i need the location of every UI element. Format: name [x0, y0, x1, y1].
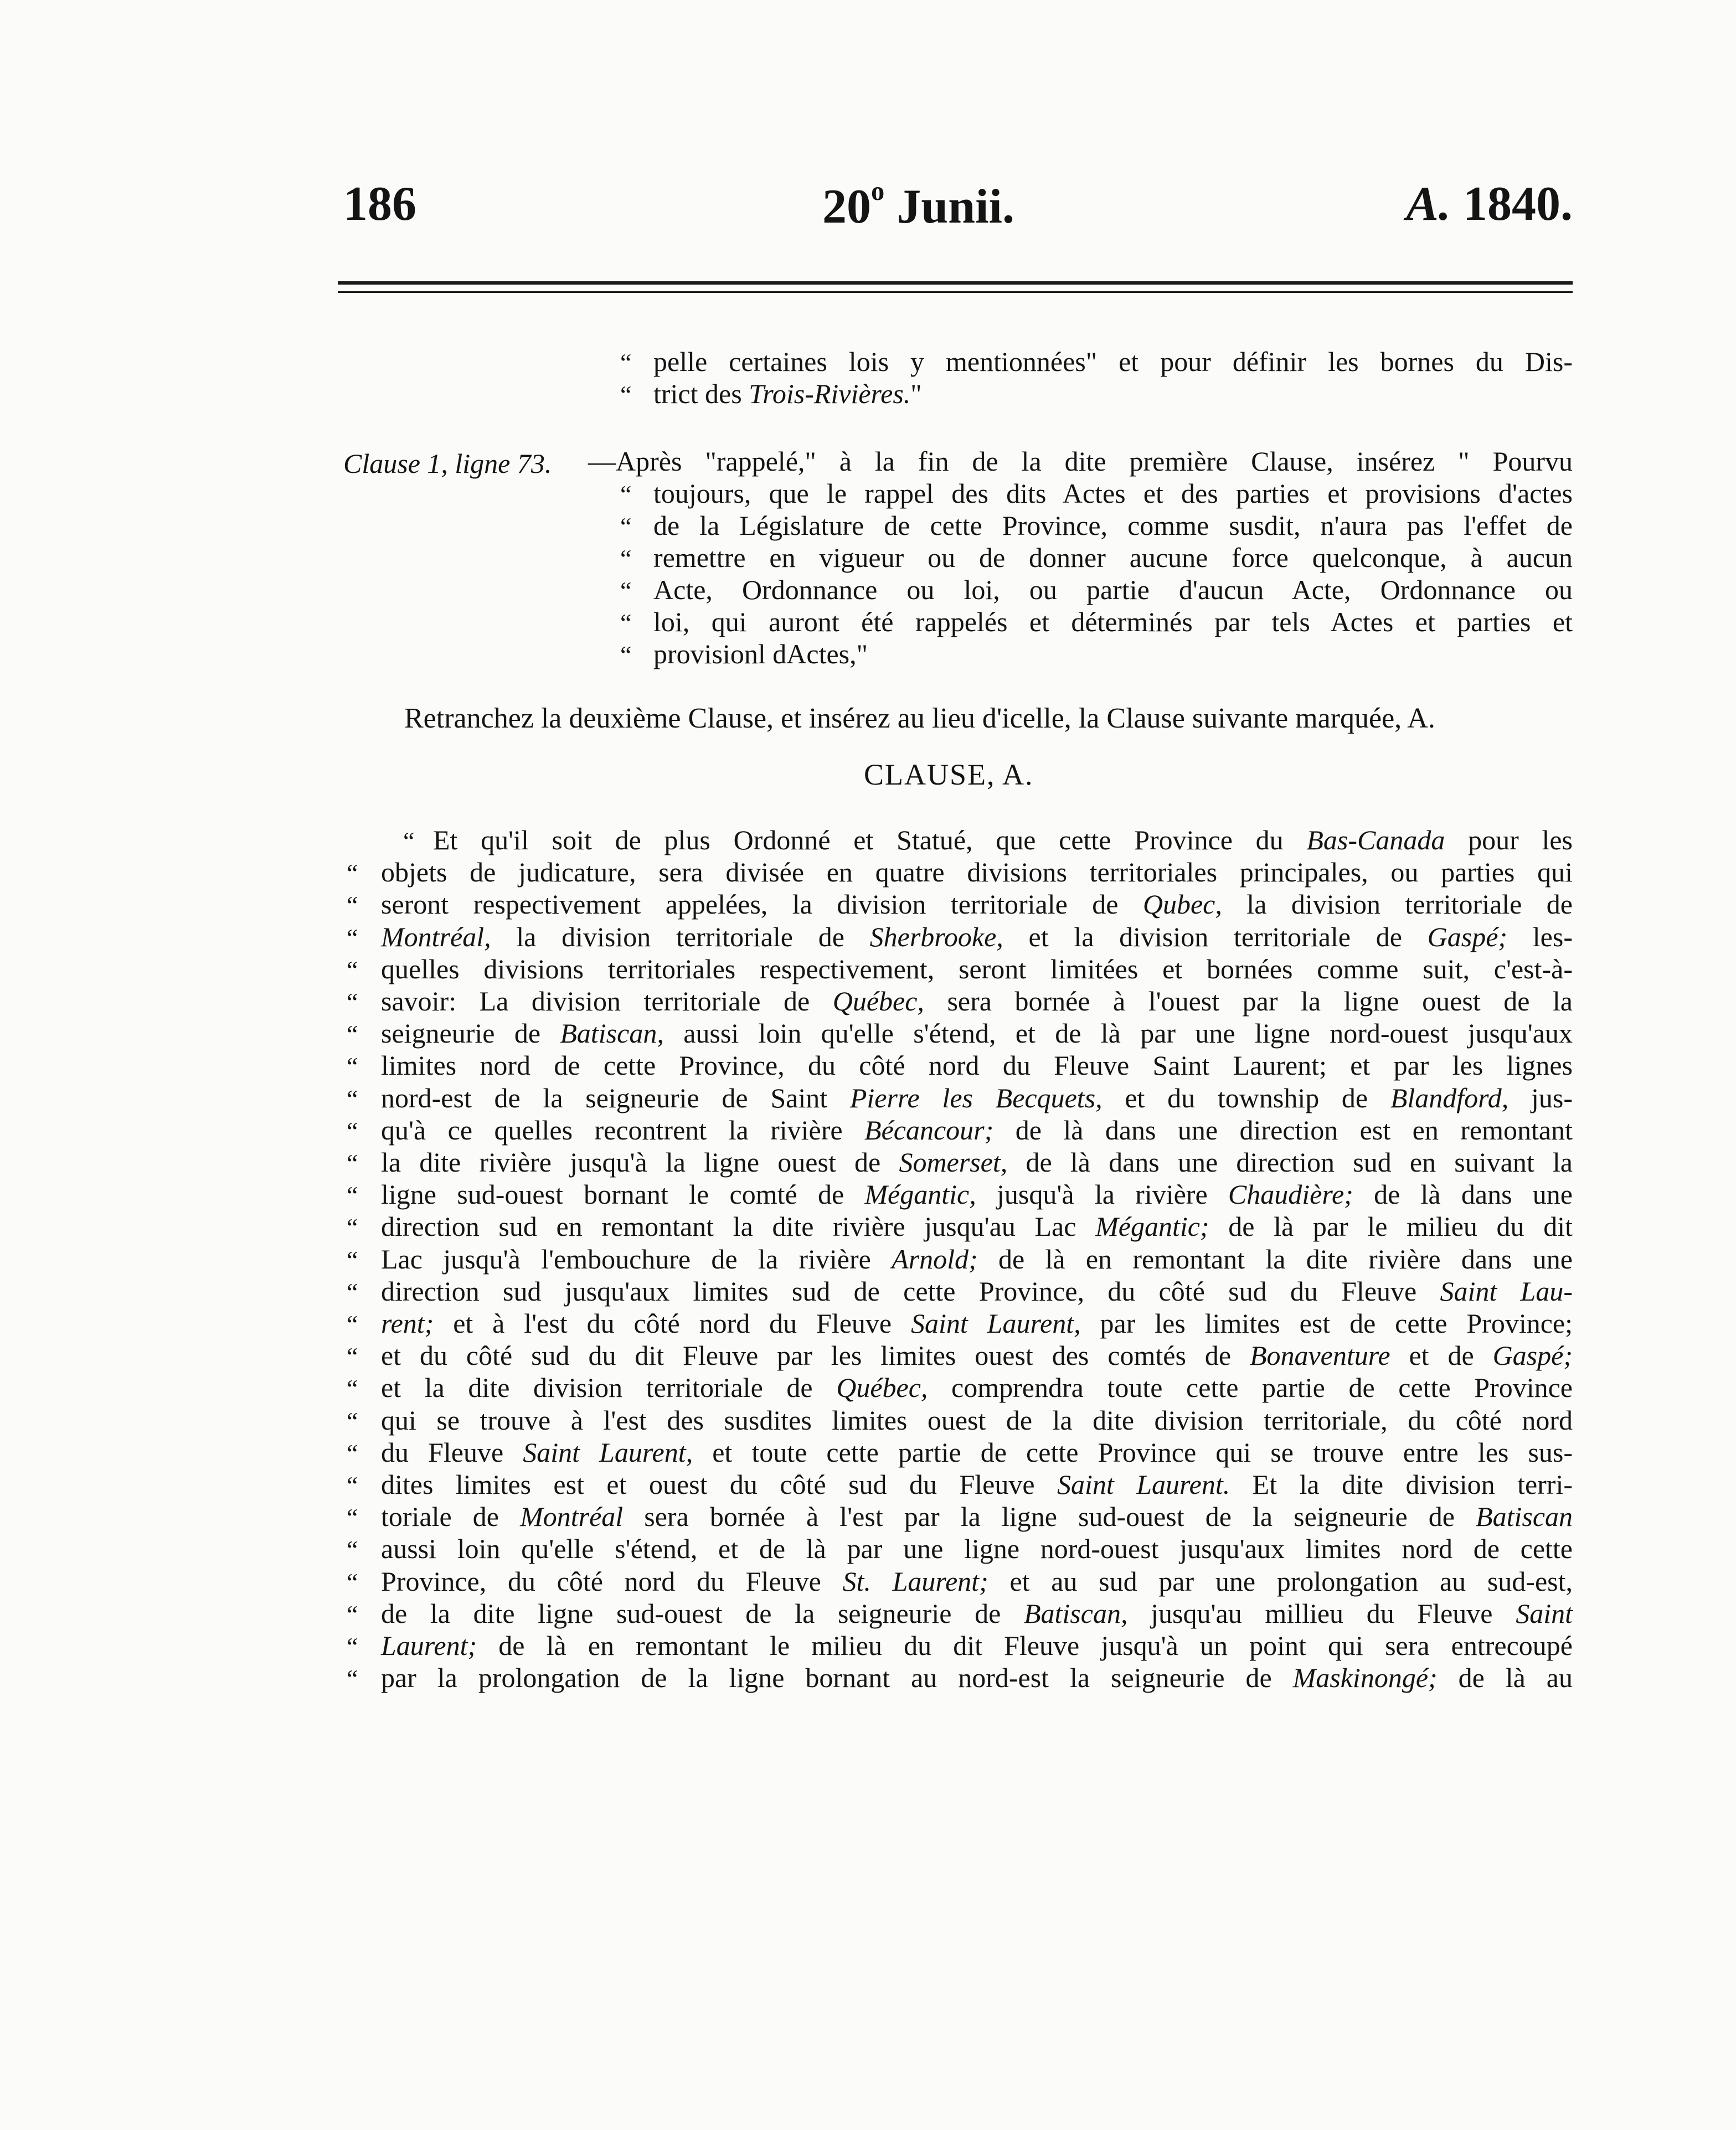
clause-a-heading: CLAUSE, A.: [864, 758, 1034, 791]
clause1-line: remettre en vigueur ou de donner aucune force quelconque, à aucun: [653, 542, 1573, 573]
clause-a-italic: Saint Laurent,: [910, 1308, 1081, 1339]
clause-a-text: de là dans une direction est en remontant: [993, 1115, 1573, 1146]
clause-a-text: de là en remontant la dite rivière dans une: [977, 1244, 1573, 1275]
clause-a-text: de là par le milieu du dit: [1209, 1211, 1573, 1242]
clause-a-italic: Montréal,: [381, 921, 491, 952]
clause-a-text: jus-: [1508, 1082, 1573, 1113]
clause-a-line: [381, 955, 1573, 983]
header-date: [822, 176, 1014, 235]
clause-a-text: objets de judicature, sera divisée en quatre divisions territoriales principales, ou parties qui: [381, 857, 1573, 888]
clause-a-line: [433, 826, 1573, 854]
clause-label: Clause 1, ligne 73.: [343, 448, 552, 479]
clause-a-italic: Somerset,: [899, 1147, 1008, 1178]
clause-a-text: et la division territoriale de: [1003, 921, 1428, 952]
clause-a-italic: Québec,: [836, 1372, 928, 1403]
clause-a-italic: Batiscan: [1476, 1501, 1573, 1532]
clause-a-text: jusqu'au millieu du Fleuve: [1127, 1598, 1516, 1629]
clause-a-line: [381, 1148, 1573, 1176]
clause-a-text: et à l'est du côté nord du Fleuve: [434, 1308, 911, 1339]
clause-a-italic: Blandford,: [1390, 1082, 1509, 1113]
retranchez-paragraph: Retranchez la deuxième Clause, et insérez au lieu d'icelle, la Clause suivante marquée, A.: [404, 703, 1435, 734]
clause-a-italic: rent;: [381, 1308, 434, 1339]
clause-a-line: [381, 858, 1573, 886]
intro-text: ": [910, 378, 922, 409]
clause-a-line: [381, 1535, 1573, 1562]
quote-mark: “: [620, 480, 632, 508]
clause1-line: toujours, que le rappel des dits Actes et des parties et provisions d'actes: [653, 478, 1573, 509]
quote-mark: “: [347, 1471, 358, 1499]
quote-mark: “: [347, 1085, 358, 1113]
clause-a-text: toriale de: [381, 1501, 521, 1532]
quote-mark: “: [347, 1181, 358, 1209]
clause-a-text: direction sud jusqu'aux limites sud de cette Province, du côté sud du Fleuve: [381, 1276, 1440, 1307]
quote-mark: “: [347, 1278, 358, 1306]
year-prefix: A.: [1406, 177, 1451, 231]
clause-a-line: [381, 1277, 1573, 1305]
clause-a-italic: Saint Laurent,: [523, 1437, 693, 1468]
clause-a-text: de là au: [1437, 1662, 1573, 1693]
clause1-line: Acte, Ordonnance ou loi, ou partie d'aucun Acte, Ordonnance ou: [653, 574, 1573, 605]
clause-a-text: Et qu'il soit de plus Ordonné et Statué, que cette Province du: [433, 824, 1307, 855]
clause-a-line: [381, 1084, 1573, 1112]
clause-a-italic: Mégantic;: [1095, 1211, 1209, 1242]
clause-a-line: [381, 1309, 1573, 1337]
clause-a-line: [381, 1567, 1573, 1595]
clause-a-line: [381, 1503, 1573, 1530]
clause-a-italic: Saint Lau-: [1440, 1276, 1573, 1307]
clause-a-text: comprendra toute cette partie de cette Province: [928, 1372, 1573, 1403]
clause-a-text: direction sud en remontant la dite rivière jusqu'au Lac: [381, 1211, 1096, 1242]
clause-a-text: et de: [1390, 1340, 1493, 1371]
clause-a-text: du Fleuve: [381, 1437, 523, 1468]
quote-mark: “: [347, 1020, 358, 1048]
clause-a-text: et la dite division territoriale de: [381, 1372, 837, 1403]
date-day: 20: [822, 180, 871, 234]
clause-a-italic: Laurent;: [381, 1630, 477, 1661]
quote-mark: “: [620, 380, 632, 409]
clause-a-text: seigneurie de: [381, 1018, 560, 1049]
quote-mark: “: [403, 827, 415, 855]
clause-a-italic: Sherbrooke,: [869, 921, 1003, 952]
clause1-line: provisionl dActes,": [653, 638, 868, 669]
clause1-line: —Après "rappelé," à la fin de la dite première Clause, insérez " Pourvu: [588, 446, 1573, 477]
clause-a-text: limites nord de cette Province, du côté nord du Fleuve Saint Laurent; et par les lignes: [381, 1050, 1573, 1081]
quote-mark: “: [347, 891, 358, 919]
quote-mark: “: [347, 924, 358, 952]
clause-a-text: ligne sud-ouest bornant le comté de: [381, 1179, 865, 1210]
clause-a-line: [381, 1245, 1573, 1273]
clause-a-italic: Montréal: [520, 1501, 624, 1532]
header-rule-thin: [338, 291, 1573, 293]
clause-a-text: et toute cette partie de cette Province qui se trouve entre les sus-: [693, 1437, 1573, 1468]
quote-mark: “: [347, 859, 358, 887]
clause-a-text: jusqu'à la rivière: [976, 1179, 1228, 1210]
clause-a-italic: Bonaventure: [1249, 1340, 1390, 1371]
clause-a-text: seront respectivement appelées, la division territoriale de: [381, 889, 1143, 920]
clause-a-text: qui se trouve à l'est des susdites limites ouest de la dite division territoriale, du côté nord: [381, 1405, 1573, 1436]
clause-a-line: [381, 1406, 1573, 1434]
clause-a-italic: St. Laurent;: [842, 1566, 988, 1597]
clause-a-text: la division territoriale de: [491, 921, 870, 952]
clause-a-text: par la prolongation de la ligne bornant au nord-est la seigneurie de: [381, 1662, 1293, 1693]
clause1-line: de la Législature de cette Province, comme susdit, n'aura pas l'effet de: [653, 510, 1573, 541]
quote-mark: “: [347, 956, 358, 984]
clause-a-italic: Gaspé;: [1492, 1340, 1573, 1371]
clause-a-line: [381, 1019, 1573, 1047]
clause-a-line: [381, 1471, 1573, 1498]
clause-a-text: sera bornée à l'est par la ligne sud-ouest de la seigneurie de: [623, 1501, 1476, 1532]
clause-a-italic: Batiscan,: [1023, 1598, 1128, 1629]
clause-a-text: de là dans une direction sud en suivant la: [1007, 1147, 1573, 1178]
quote-mark: “: [347, 1052, 358, 1080]
clause-a-line: [381, 1664, 1573, 1691]
clause-a-italic: Batiscan,: [560, 1018, 664, 1049]
date-month: Junii.: [897, 180, 1014, 234]
clause-a-line: [381, 890, 1573, 918]
clause-a-italic: Chaudière;: [1228, 1179, 1353, 1210]
quote-mark: “: [347, 1342, 358, 1370]
clause-a-italic: Mégantic,: [864, 1179, 976, 1210]
quote-mark: “: [347, 1568, 358, 1596]
quote-mark: “: [347, 1374, 358, 1402]
clause-a-text: et au sud par une prolongation au sud-est,: [988, 1566, 1573, 1597]
clause-a-text: quelles divisions territoriales respectivement, seront limitées et bornées comme suit, c'est-à-: [381, 953, 1573, 984]
quote-mark: “: [347, 1439, 358, 1467]
clause-a-line: [381, 1180, 1573, 1208]
quote-mark: “: [347, 1246, 358, 1274]
year-value: 1840.: [1463, 177, 1573, 231]
quote-mark: “: [620, 608, 632, 637]
quote-mark: “: [347, 1600, 358, 1628]
quote-mark: “: [347, 1117, 358, 1145]
clause-a-line: [381, 1116, 1573, 1144]
clause-a-italic: Québec,: [832, 986, 924, 1017]
clause-a-line: [381, 1632, 1573, 1659]
quote-mark: “: [620, 512, 632, 540]
clause-a-text: Et la dite division terri-: [1230, 1469, 1573, 1500]
clause-a-text: aussi loin qu'elle s'étend, et de là par une ligne nord-ouest jusqu'aux limites nord de cette: [381, 1533, 1573, 1564]
clause-a-italic: Gaspé;: [1427, 921, 1508, 952]
quote-mark: “: [347, 1149, 358, 1177]
intro-text: trict des: [653, 378, 749, 409]
page-header: [343, 176, 1573, 237]
clause-a-text: les-: [1507, 921, 1573, 952]
clause-a-line: [381, 1438, 1573, 1466]
clause-a-text: et du township de: [1102, 1082, 1390, 1113]
clause-a-text: pour les: [1445, 824, 1573, 855]
quote-mark: “: [620, 544, 632, 573]
clause-a-text: Lac jusqu'à l'embouchure de la rivière: [381, 1244, 892, 1275]
clause-a-text: savoir: La division territoriale de: [381, 986, 833, 1017]
clause-a-text: de là en remontant le milieu du dit Fleuve jusqu'à un point qui sera entrecoupé: [477, 1630, 1573, 1661]
clause-a-line: [381, 987, 1573, 1015]
clause-a-text: de là dans une: [1353, 1179, 1573, 1210]
clause-a-text: dites limites est et ouest du côté sud du Fleuve: [381, 1469, 1057, 1500]
intro-line: [653, 380, 922, 408]
clause-a-italic: Bas-Canada: [1306, 824, 1445, 855]
clause-a-italic: Maskinongé;: [1292, 1662, 1438, 1693]
clause-a-italic: Pierre les Becquets,: [849, 1082, 1103, 1113]
clause-a-line: [381, 1051, 1573, 1079]
clause-a-text: aussi loin qu'elle s'étend, et de là par une ligne nord-ouest jusqu'aux: [663, 1018, 1573, 1049]
header-year: [1406, 176, 1573, 232]
quote-mark: “: [347, 1535, 358, 1564]
clause-a-line: [381, 1600, 1573, 1627]
clause-a-italic: Bécancour;: [864, 1115, 994, 1146]
quote-mark: “: [347, 1664, 358, 1693]
header-rule-thick: [338, 281, 1573, 285]
intro-line: pelle certaines lois y mentionnées" et pour définir les bornes du Dis-: [653, 346, 1573, 377]
clause-a-italic: Qubec,: [1142, 889, 1222, 920]
clause-a-text: qu'à ce quelles recontrent la rivière: [381, 1115, 865, 1146]
page-number: 186: [343, 177, 416, 231]
clause-a-text: et du côté sud du dit Fleuve par les limites ouest des comtés de: [381, 1340, 1250, 1371]
quote-mark: “: [620, 576, 632, 605]
clause-a-line: [381, 1213, 1573, 1240]
clause-a-italic: Saint: [1516, 1598, 1573, 1629]
quote-mark: “: [620, 348, 632, 377]
quote-mark: “: [347, 1503, 358, 1531]
quote-mark: “: [347, 988, 358, 1016]
clause-a-italic: Saint Laurent.: [1057, 1469, 1230, 1500]
clause-a-text: de la dite ligne sud-ouest de la seigneurie de: [381, 1598, 1024, 1629]
clause-a-line: [381, 923, 1573, 951]
date-superscript: o: [871, 177, 885, 206]
quote-mark: “: [347, 1213, 358, 1241]
clause-a-italic: Arnold;: [892, 1244, 978, 1275]
clause-a-text: la division territoriale de: [1222, 889, 1573, 920]
quote-mark: “: [347, 1632, 358, 1660]
clause-a-text: par les limites est de cette Province;: [1080, 1308, 1573, 1339]
clause-a-text: nord-est de la seigneurie de Saint: [381, 1082, 850, 1113]
clause-a-line: [381, 1374, 1573, 1401]
intro-italic: Trois-Rivières.: [749, 378, 911, 409]
clause-a-line: [381, 1342, 1573, 1369]
quote-mark: “: [620, 641, 632, 669]
quote-mark: “: [347, 1310, 358, 1338]
clause1-line: loi, qui auront été rappelés et déterminés par tels Actes et parties et: [653, 606, 1573, 637]
quote-mark: “: [347, 1407, 358, 1435]
clause-a-text: Province, du côté nord du Fleuve: [381, 1566, 843, 1597]
clause-a-text: sera bornée à l'ouest par la ligne ouest de la: [924, 986, 1573, 1017]
clause-a-text: la dite rivière jusqu'à la ligne ouest de: [381, 1147, 899, 1178]
